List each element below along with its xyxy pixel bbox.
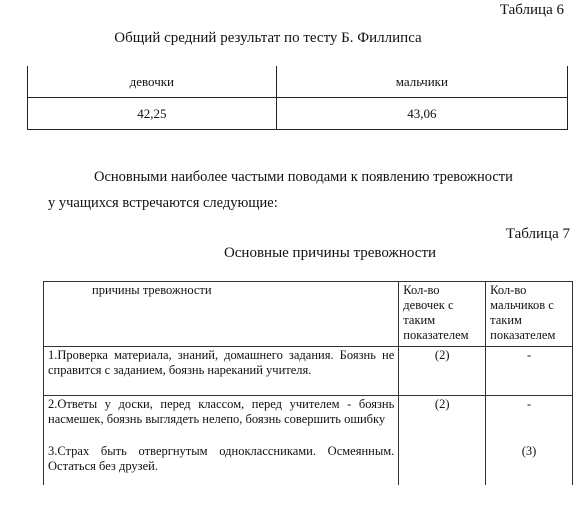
table6-caption: Таблица 6 <box>499 2 564 18</box>
table7-row3-girls <box>399 443 486 485</box>
table7-caption: Таблица 7 <box>505 226 570 242</box>
table7-row2-boys: - <box>486 396 573 444</box>
table7-row1-boys: - <box>486 347 573 396</box>
table7-header-row <box>44 282 573 347</box>
table7 <box>43 281 573 485</box>
table7-row3-boys: (3) <box>486 443 573 485</box>
table7-title: Основные причины тревожности <box>223 245 437 261</box>
table6-value-girls: 42,25 <box>28 98 277 130</box>
table7-row1-girls: (2) <box>399 347 486 396</box>
table6-title: Общий средний результат по тесту Б. Филлипса <box>114 30 422 46</box>
intro-paragraph <box>48 160 568 220</box>
table7-header-cause: причины тревожности <box>44 282 399 347</box>
table6-header-boys: мальчики <box>276 66 567 98</box>
table-row <box>44 396 573 444</box>
table7-row2-girls: (2) <box>399 396 486 444</box>
paragraph-line-2: у учащихся встречаются следующие: <box>48 195 278 211</box>
table6-header-girls: девочки <box>28 66 277 98</box>
table6-value-boys: 43,06 <box>276 98 567 130</box>
table7-row3-cause: 3.Страх быть отвергнутым одноклассниками. Осмеянным. Остаться без друзей. <box>44 443 399 485</box>
table6 <box>27 66 568 130</box>
table7-header-boys: Кол-во мальчиков с таким показателем <box>486 282 573 347</box>
table-row <box>44 443 573 485</box>
paragraph-line-1: Основными наиболее частыми поводами к появлению тревожности <box>94 169 513 185</box>
table7-row1-cause: 1.Проверка материала, знаний, домашнего задания. Боязнь не справится с заданием, боязнь нареканий учителя. <box>44 347 399 396</box>
table-row <box>44 347 573 396</box>
table7-header-girls: Кол-во девочек с таким показателем <box>399 282 486 347</box>
table7-row2-cause: 2.Ответы у доски, перед классом, перед учителем - боязнь насмешек, боязнь выглядеть нелепо, боязнь совершить ошибку <box>44 396 399 444</box>
